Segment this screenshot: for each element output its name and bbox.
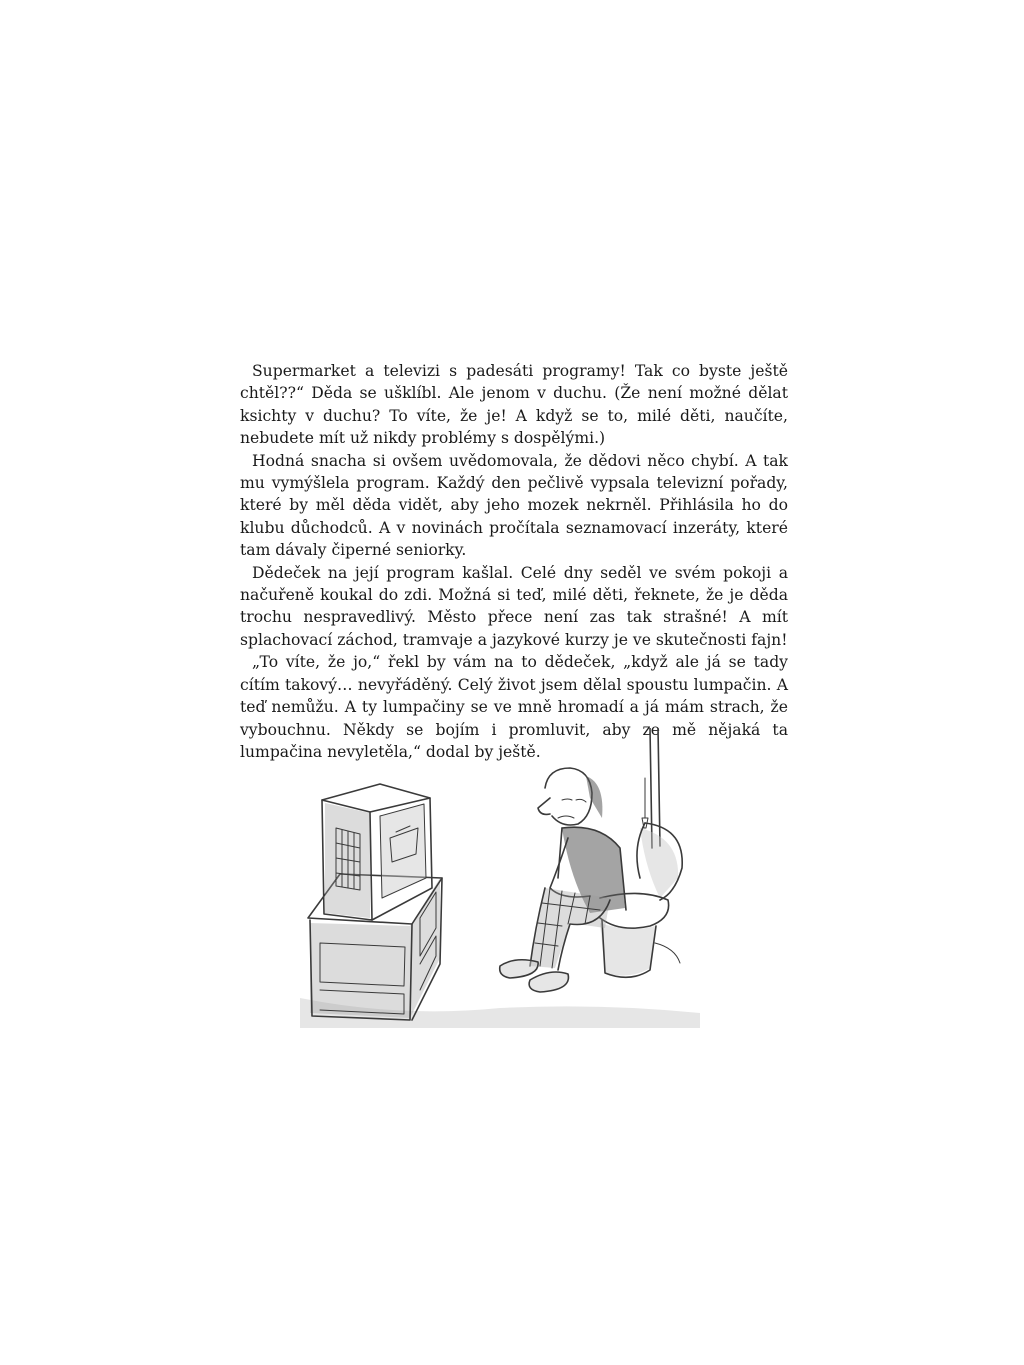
paragraph-1: Supermarket a televizi s padesáti programy! Tak co byste ještě chtěl??“ Děda se ušklíbl. Ale jenom v duchu. (Že není možné dělat ksichty v duchu? To víte, že je! A když se to, milé děti, naučíte, nebudete mít už nikdy problémy s dospělými.) <box>240 362 788 448</box>
pencil-illustration <box>300 728 700 1028</box>
tv-set <box>322 784 432 920</box>
body-text <box>240 360 788 763</box>
paragraph-4: „To víte, že jo,“ řekl by vám na to dědeček, „když ale já se tady cítím takový… nevyřáděný. Celý život jsem dělal spoustu lumpačin. A teď nemůžu. A ty lumpačiny se ve mně hromadí a já mám strach, že vybouchnu. Někdy se bojím i promluvit, aby ze mě nějaká ta lumpačina nevyletěla,“ dodal by ještě. <box>240 653 788 761</box>
paragraph-2: Hodná snacha si ovšem uvědomovala, že dědovi něco chybí. A tak mu vymýšlela program. Každý den pečlivě vypsala televizní pořady, které by měl děda vidět, aby jeho mozek nekrněl. Přihlásila ho do klubu důchodců. A v novinách pročítala seznamovací inzeráty, které tam dávaly čiperné seniorky. <box>240 451 788 560</box>
paragraph-3: Dědeček na její program kašlal. Celé dny seděl ve svém pokoji a načuřeně koukal do zdi. Možná si teď, milé děti, řeknete, že je děda trochu nespravedlivý. Město přece není zas tak strašné! A mít splachovací záchod, tramvaje a jazykové kurzy je ve skutečnosti fajn! <box>240 563 788 649</box>
grandpa-toilet-tv-drawing <box>300 728 700 1028</box>
